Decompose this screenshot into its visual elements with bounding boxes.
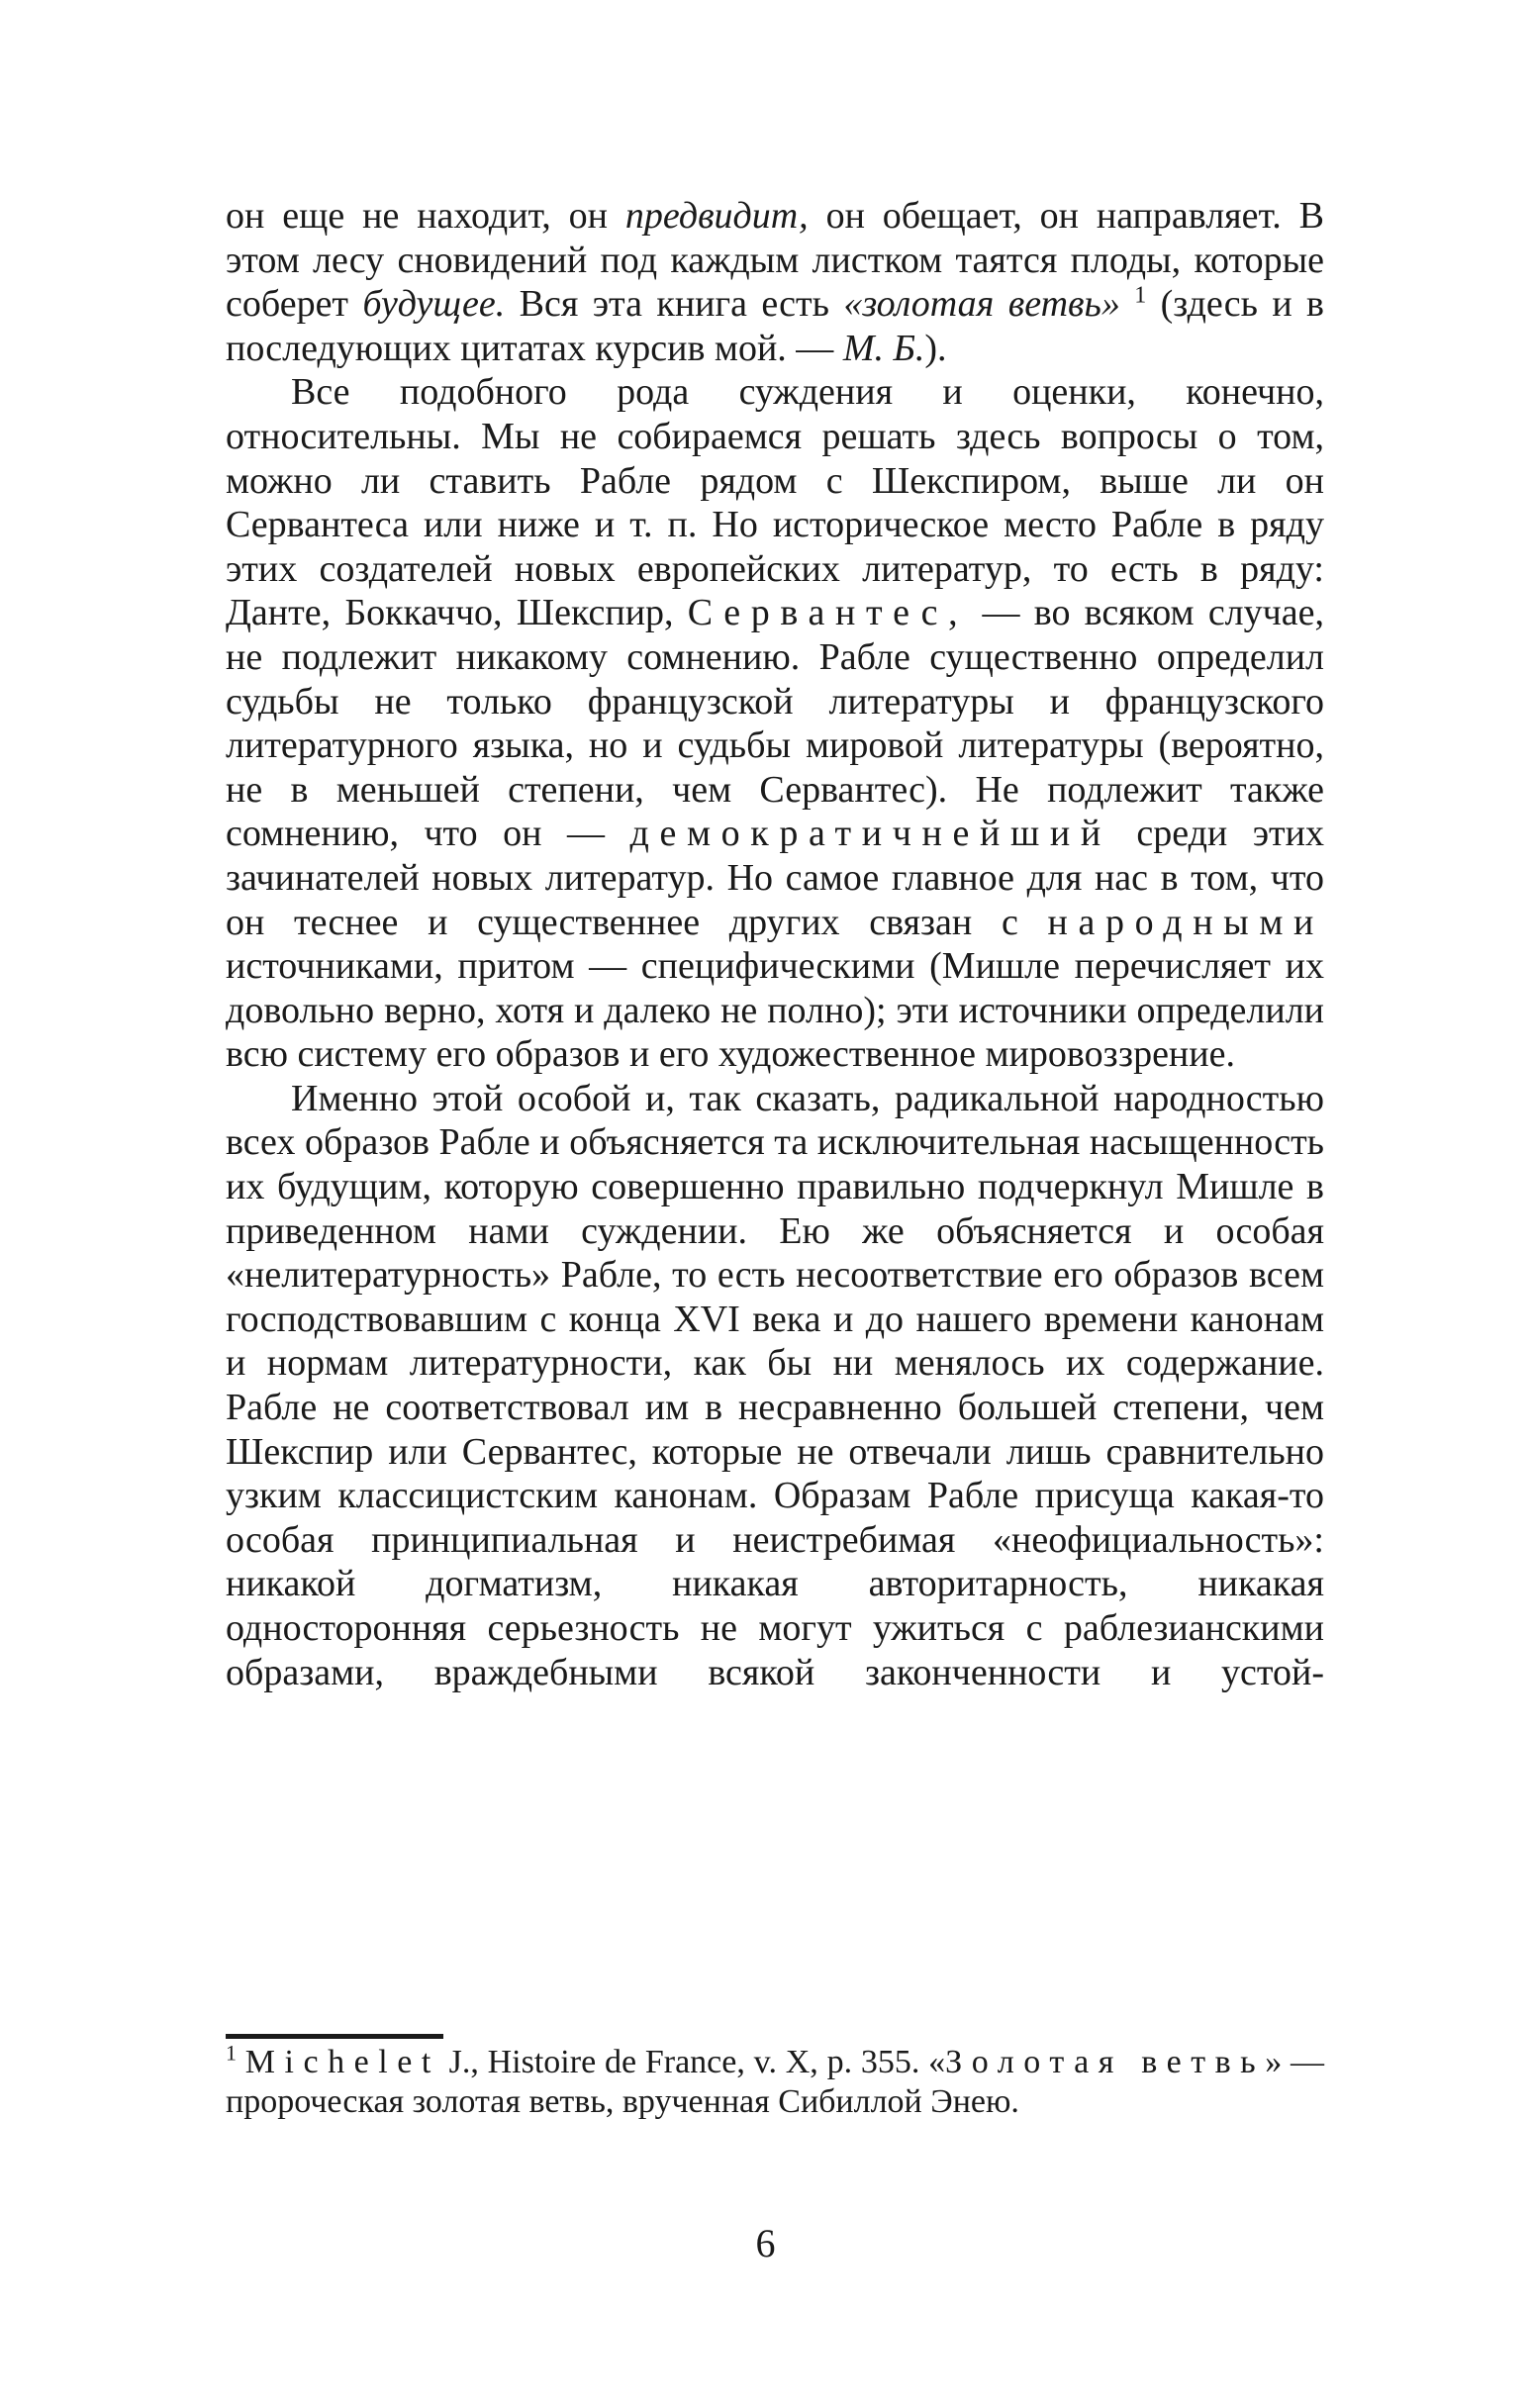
paragraph-1-text-4: (здесь и в последующих цитатах курсив мой. —: [226, 283, 1324, 369]
page-body: [226, 194, 1324, 1694]
footnote-divider: [226, 2034, 443, 2039]
footnote-spaced-term: Золотая ветвь: [945, 2044, 1266, 2080]
paragraph-1-text-3: Вся эта книга есть: [505, 283, 844, 326]
footnote-text-2: » — пророческая золотая ветвь, врученная Сибиллой Энею.: [226, 2044, 1324, 2120]
paragraph-2-spaced-1: Сервантес,: [687, 592, 969, 634]
paragraph-3: [226, 1077, 1324, 1694]
footnote-marker: 1: [226, 2040, 237, 2066]
paragraph-2: [226, 370, 1324, 1077]
paragraph-1-italic-3: «золотая ветвь»: [843, 283, 1120, 326]
paragraph-1-text-5: ).: [924, 327, 947, 369]
paragraph-2-text-1: Все подобного рода суждения и оценки, конечно, относительны. Мы не собираемся решать здесь вопросы о том, можно ли ставить Рабле рядом с Шекспиром, выше ли он Сервантеса или ниже и т. п. Но историческое место Рабле в ряду этих создателей новых европейских литератур, то есть в ряду: Данте, Боккаччо, Шекспир,: [226, 371, 1324, 634]
footnote-author: Michelet: [244, 2044, 440, 2080]
footnote-text-1: J., Histoire de France, v. X, p. 355. «: [439, 2044, 946, 2080]
paragraph-2-spaced-2: демократичнейший: [629, 813, 1111, 855]
footnote: [226, 2040, 1324, 2122]
paragraph-1-italic-4: М. Б.: [842, 327, 925, 369]
paragraph-2-text-2: — во всяком случае, не подлежит никакому сомнению. Рабле существенно определил судьбы не только французской литературы и французского литературного языка, но и судьбы мировой литературы (вероятно, не в меньшей степени, чем Сервантес). Не подлежит также сомнению, что он —: [226, 592, 1324, 855]
paragraph-2-text-4: источниками, притом — специфическими (Мишле перечисляет их довольно верно, хотя и далеко не полно); эти источники определили всю систему его образов и его художественное мировоззрение.: [226, 945, 1324, 1076]
paragraph-2-spaced-3: народными: [1047, 901, 1324, 943]
footnote-reference[interactable]: 1: [1134, 282, 1147, 309]
paragraph-2-text-3: среди этих зачинателей новых литератур. Но самое главное для нас в том, что он теснее и существеннее других связан с: [226, 813, 1324, 943]
paragraph-1: [226, 194, 1324, 370]
paragraph-3-text: Именно этой особой и, так сказать, радикальной народностью всех образов Рабле и объясняется та исключительная насыщенность их будущим, которую совершенно правильно подчеркнул Мишле в приведенном нами суждении. Ею же объясняется и особая «нелитературность» Рабле, то есть несоответствие его образов всем господствовавшим с конца XVI века и до нашего времени канонам и нормам литературности, как бы ни менялось их содержание. Рабле не соответствовал им в несравненно большей степени, чем Шекспир или Сервантес, которые не отвечали лишь сравнительно узким классицистским канонам. Образам Рабле присуща какая-то особая принципиальная и неистребимая «неофициальность»: никакой догматизм, никакая авторитарность, никакая односторонняя серьезность не могут ужиться с раблезианскими образами, враждебными всякой законченности и устой-: [226, 1077, 1324, 1693]
paragraph-1-italic-2: будущее.: [362, 283, 506, 326]
page-number: 6: [755, 2221, 776, 2265]
paragraph-1-text-1: он еще не находит, он: [226, 195, 625, 237]
paragraph-1-italic-1: предвидит,: [624, 195, 809, 237]
paragraph-1-text-2: он обещает, он направляет. В этом лесу сновидений под каждым листком таятся плоды, которые соберет: [226, 195, 1324, 326]
